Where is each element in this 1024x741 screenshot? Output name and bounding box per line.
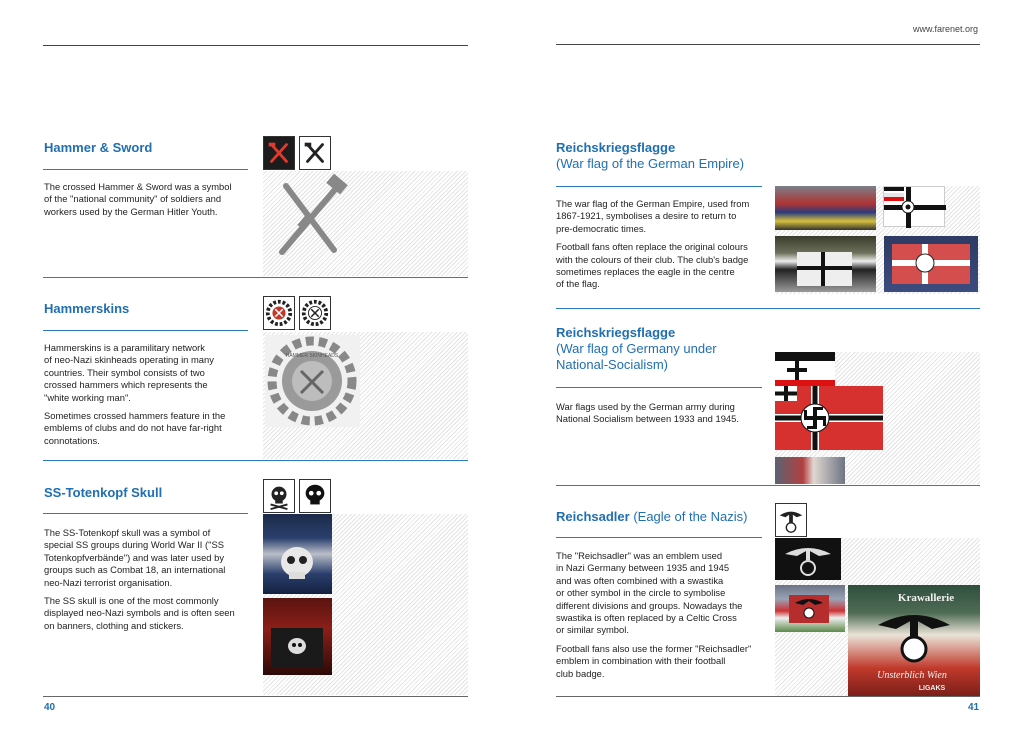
eagle-flag-photo (775, 585, 845, 632)
hammer-sword-emblem (268, 172, 352, 260)
skull-banner-photo (263, 514, 332, 594)
right-bottom-rule (556, 696, 980, 697)
totenkopf-paragraph-2: The SS skull is one of the most commonly displayed neo-Nazi symbols and is often seen on banners, clothing and stickers. (44, 595, 235, 631)
reichsadler-text (556, 550, 771, 686)
totenkopf-text (44, 527, 259, 638)
ns-section-rule (556, 485, 980, 486)
hammerskins-badge (265, 335, 360, 427)
hammerskins-paragraph-2: Sometimes crossed hammers feature in the emblems of clubs and do not have far-right connotations. (44, 410, 226, 446)
right-top-rule (556, 44, 980, 45)
hammer-sword-section-rule (43, 277, 468, 278)
left-top-rule (43, 45, 468, 46)
left-bottom-rule (43, 696, 468, 697)
reichskriegsflagge-ns-text (556, 401, 771, 432)
empire-section-rule (556, 308, 980, 309)
krawallerie-banner-photo (848, 585, 980, 696)
skull-crowd-photo (263, 598, 332, 675)
reichsadler-paragraph-2: Football fans also use the former "Reichsadler" emblem in combination with their football club badge. (556, 642, 752, 679)
reichskriegsflagge-empire-title (556, 140, 776, 172)
banner-text-bottom: Unsterblich Wien (877, 670, 947, 681)
reichsadler-heading: Reichsadler (556, 509, 630, 524)
hammer-sword-paragraph-1: The crossed Hammer & Sword was a symbol of the "national community" of soldiers and workers used by the German Hitler Youth. (44, 181, 232, 217)
hammerskins-text (44, 342, 259, 453)
reichskriegsflagge-empire-title-rule (556, 186, 762, 187)
reichskriegsflagge-ns-heading: Reichskriegsflagge (556, 325, 676, 340)
reichsadler-title (556, 509, 776, 525)
reichskriegsflagge-ns-subtitle: (War flag of Germany under National-Socialism) (556, 341, 717, 372)
totenkopf-title-rule (43, 513, 248, 514)
eagle-emblem-dark (775, 538, 841, 580)
hammerskins-title-rule (43, 330, 248, 331)
empire-flag-banner-photo (775, 186, 876, 230)
totenkopf-title: SS-Totenkopf Skull (44, 485, 163, 500)
reichskriegsflagge-ns-paragraph-1: War flags used by the German army during National Socialism between 1933 and 1945. (556, 401, 739, 425)
reichskriegsflagge-ns-title (556, 325, 776, 373)
hammer-sword-title: Hammer & Sword (44, 140, 153, 155)
page-number-left: 40 (44, 702, 56, 713)
ns-war-flag (775, 386, 883, 450)
hammer-sword-icon-inverted (263, 136, 295, 170)
reichsadler-title-rule (556, 537, 762, 538)
ns-flag-small (775, 352, 835, 389)
empire-war-flag (883, 186, 945, 227)
hammerskins-cog-icon (299, 296, 331, 330)
reichskriegsflagge-empire-subtitle: (War flag of the German Empire) (556, 156, 745, 171)
hammerskins-cog-icon-color (263, 296, 295, 330)
page-number-right: 41 (968, 702, 980, 713)
banner-text-small: LIGAKS (918, 685, 946, 692)
hammerskins-title: Hammerskins (44, 301, 130, 316)
eagle-icon (775, 503, 807, 537)
hammerskins-paragraph-1: Hammerskins is a paramilitary network of neo-Nazi skinheads operating in many countries. Their symbol consists of two crossed hammers which represents the "white working man". (44, 342, 214, 403)
reichskriegsflagge-empire-text (556, 198, 771, 297)
reichskriegsflagge-ns-title-rule (556, 387, 762, 388)
banner-text-top: Krawallerie (897, 592, 955, 604)
reichskriegsflagge-empire-heading: Reichskriegsflagge (556, 140, 676, 155)
reichsadler-paragraph-1: The "Reichsadler" was an emblem used in Nazi Germany between 1935 and 1945 and was often combined with a swastika or other symbol in the circle to symbolise different divisions and groups. Nowadays the swastika is often replaced by a Celtic Cross or similar symbol. (556, 550, 743, 636)
hammerskins-section-rule (43, 460, 468, 461)
empire-flag-fans-photo (775, 236, 876, 292)
totenkopf-paragraph-1: The SS-Totenkopf skull was a symbol of special SS groups during World War II ("SS Totenkopfverbände") and was later used by groups such as Combat 18, an international neo-Nazi terrorist organisation. (44, 527, 226, 588)
reichskriegsflagge-empire-paragraph-2: Football fans often replace the original colours with the colours of their club. The club's badge sometimes replaces the eagle in the centre of the flag. (556, 241, 749, 290)
hammer-sword-title-rule (43, 169, 248, 170)
hammerskins-badge-text: HAMMER SKINHEADS (285, 353, 339, 359)
skull-icon (263, 479, 295, 513)
skull-icon-dark (299, 479, 331, 513)
hammer-sword-text (44, 181, 259, 224)
header-url[interactable]: www.farenet.org (912, 24, 978, 34)
reichskriegsflagge-empire-paragraph-1: The war flag of the German Empire, used from 1867-1921, symbolises a desire to return to pre-democratic times. (556, 198, 750, 234)
ns-flag-crowd-photo (775, 457, 845, 484)
reichsadler-subtitle: (Eagle of the Nazis) (629, 509, 748, 524)
hammer-sword-icon (299, 136, 331, 170)
empire-flag-club-photo (884, 236, 978, 292)
